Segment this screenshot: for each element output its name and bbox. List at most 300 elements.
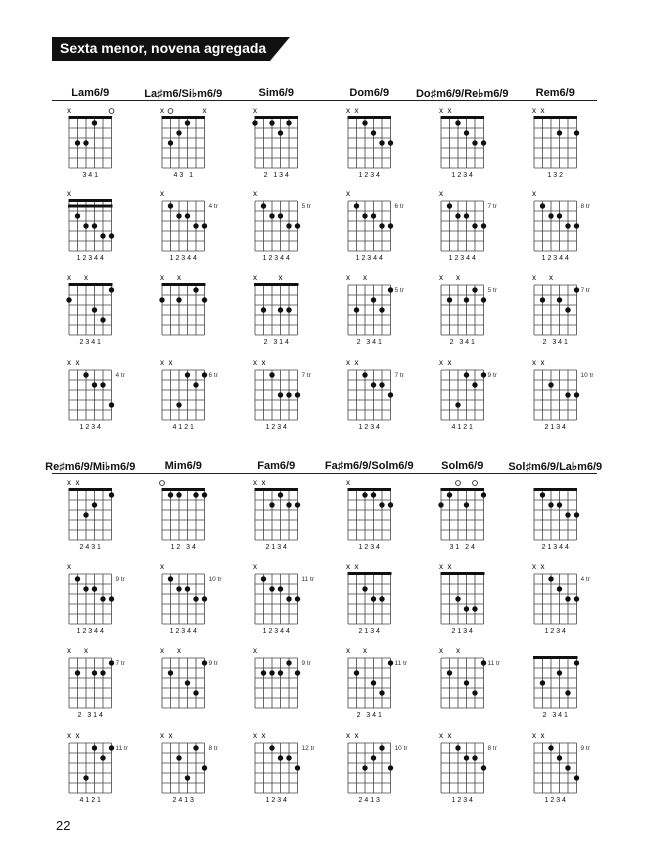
fingering-label: 1 2 3 4 4: [169, 628, 197, 635]
chord-diagram: [532, 189, 591, 262]
fret-position-label: 11 tr: [394, 660, 408, 667]
muted-string-mark: x: [532, 189, 536, 198]
finger-dot: [295, 223, 300, 228]
finger-dot: [447, 670, 452, 675]
finger-dot: [447, 492, 452, 497]
fret-position-label: 8 tr: [208, 745, 218, 752]
chord-diagram: [160, 731, 219, 804]
finger-dot: [557, 130, 562, 135]
fret-position-label: 11 tr: [487, 660, 501, 667]
finger-dot: [388, 287, 393, 292]
finger-dot: [269, 745, 274, 750]
fingering-label: 1 2 3 4: [358, 172, 380, 179]
nut: [162, 488, 206, 491]
chord-diagram: [533, 656, 579, 719]
muted-string-mark: x: [346, 562, 350, 571]
finger-dot: [109, 596, 114, 601]
muted-string-mark: x: [177, 646, 181, 655]
muted-string-mark: x: [456, 273, 460, 282]
chord-diagram: [532, 273, 591, 346]
finger-dot: [185, 586, 190, 591]
finger-dot: [455, 120, 460, 125]
finger-dot: [574, 596, 579, 601]
muted-string-mark: x: [67, 273, 71, 282]
fret-position-label: 11 tr: [301, 576, 315, 583]
finger-dot: [388, 502, 393, 507]
chord-name: La♯m6/Si♭m6/9: [144, 88, 223, 100]
nut: [348, 488, 392, 491]
chord-diagram: [67, 731, 129, 804]
muted-string-mark: x: [354, 358, 359, 367]
chord-diagram: [439, 731, 498, 804]
finger-dot: [565, 512, 570, 517]
fret-position-label: 9 tr: [208, 660, 218, 667]
muted-string-mark: x: [439, 646, 443, 655]
chord-name: Mim6/9: [164, 460, 202, 472]
fingering-label: 1 2 3 4 4: [448, 255, 476, 262]
barre: [364, 572, 392, 575]
fret-position-label: 9 tr: [115, 576, 125, 583]
finger-dot: [362, 492, 367, 497]
finger-dot: [75, 140, 80, 145]
open-string-mark: [109, 109, 114, 114]
finger-dot: [176, 213, 181, 218]
finger-dot: [75, 213, 80, 218]
finger-dot: [83, 372, 88, 377]
fret-position-label: 7 tr: [394, 372, 404, 379]
muted-string-mark: x: [67, 358, 71, 367]
muted-string-mark: x: [75, 478, 80, 487]
finger-dot: [574, 392, 579, 397]
fingering-label: 4 1 2 1: [172, 424, 194, 431]
fret-position-label: 4 tr: [208, 203, 218, 210]
muted-string-mark: x: [67, 562, 71, 571]
fret-position-label: 9 tr: [487, 372, 497, 379]
finger-dot: [447, 203, 452, 208]
fingering-label: 3 4 1: [82, 172, 99, 179]
fingering-label: 2 1 3 4 4: [541, 544, 569, 551]
finger-dot: [438, 502, 443, 507]
fingering-label: 1 2 3 4: [265, 424, 287, 431]
finger-dot: [261, 203, 266, 208]
finger-dot: [109, 287, 114, 292]
fret-position-label: 7 tr: [115, 660, 125, 667]
muted-string-mark: x: [346, 731, 350, 740]
open-string-mark: [473, 481, 478, 486]
muted-string-mark: x: [346, 478, 350, 487]
chord-diagram: [346, 562, 392, 635]
finger-dot: [481, 140, 486, 145]
finger-dot: [574, 287, 579, 292]
finger-dot: [548, 502, 553, 507]
finger-dot: [109, 660, 114, 665]
finger-dot: [109, 492, 114, 497]
barre: [68, 205, 113, 208]
fingering-label: 1 2 3 4: [358, 544, 380, 551]
finger-dot: [388, 765, 393, 770]
fingering-label: 3 1 2 4: [449, 544, 475, 551]
finger-dot: [202, 297, 207, 302]
finger-dot: [66, 297, 71, 302]
barre: [254, 283, 299, 286]
finger-dot: [540, 203, 545, 208]
finger-dot: [481, 223, 486, 228]
finger-dot: [379, 223, 384, 228]
finger-dot: [261, 307, 266, 312]
finger-dot: [185, 120, 190, 125]
fingering-label: 1 2 3 4 4: [262, 628, 290, 635]
finger-dot: [168, 576, 173, 581]
finger-dot: [481, 765, 486, 770]
muted-string-mark: x: [253, 189, 257, 198]
muted-string-mark: x: [532, 358, 536, 367]
muted-string-mark: x: [160, 273, 164, 282]
chord-diagram: [160, 358, 219, 431]
finger-dot: [100, 755, 105, 760]
fret-position-label: 8 tr: [580, 203, 590, 210]
muted-string-mark: x: [346, 358, 350, 367]
page-title: Sexta menor, novena agregada: [60, 40, 267, 56]
barre: [457, 572, 485, 575]
barre: [533, 656, 578, 659]
muted-string-mark: x: [439, 189, 443, 198]
chord-diagram: [439, 189, 498, 262]
fingering-label: 1 2 3 4: [358, 424, 380, 431]
finger-dot: [100, 317, 105, 322]
finger-dot: [371, 297, 376, 302]
fingering-label: 1 2 3 4: [265, 797, 287, 804]
fingering-label: 2 3 4 1: [356, 712, 382, 719]
finger-dot: [286, 392, 291, 397]
muted-string-mark: x: [168, 358, 173, 367]
muted-string-mark: x: [456, 646, 460, 655]
finger-dot: [540, 492, 545, 497]
finger-dot: [261, 670, 266, 675]
finger-dot: [464, 680, 469, 685]
muted-string-mark: x: [261, 358, 266, 367]
finger-dot: [455, 213, 460, 218]
muted-string-mark: x: [549, 273, 553, 282]
nut: [69, 116, 113, 119]
finger-dot: [362, 213, 367, 218]
finger-dot: [252, 120, 257, 125]
fingering-label: 1 2 3 4 4: [355, 255, 383, 262]
finger-dot: [481, 660, 486, 665]
finger-dot: [295, 670, 300, 675]
finger-dot: [295, 502, 300, 507]
finger-dot: [92, 745, 97, 750]
finger-dot: [455, 745, 460, 750]
fingering-label: 1 2 3 4 4: [541, 255, 569, 262]
finger-dot: [92, 307, 97, 312]
finger-dot: [481, 492, 486, 497]
fingering-label: 1 2 3 4 4: [76, 255, 104, 262]
nut: [255, 116, 299, 119]
chord-diagram: [439, 106, 486, 179]
nut: [69, 488, 113, 491]
finger-dot: [75, 670, 80, 675]
nut: [255, 488, 299, 491]
finger-dot: [202, 596, 207, 601]
chord-diagram: [67, 646, 126, 719]
fingering-label: 1 2 3 4: [544, 628, 566, 635]
finger-dot: [286, 223, 291, 228]
muted-string-mark: x: [253, 562, 257, 571]
finger-dot: [371, 213, 376, 218]
chord-diagram: [159, 273, 207, 335]
fret-position-label: 10 tr: [208, 576, 222, 583]
chord-diagram: [534, 488, 580, 551]
finger-dot: [455, 402, 460, 407]
chord-name: Dom6/9: [349, 87, 390, 99]
finger-dot: [286, 120, 291, 125]
finger-dot: [481, 297, 486, 302]
fingering-label: 1 3 2: [547, 172, 564, 179]
muted-string-mark: x: [261, 731, 266, 740]
finger-dot: [574, 660, 579, 665]
finger-dot: [202, 765, 207, 770]
finger-dot: [278, 307, 283, 312]
fingering-label: 1 2 3 4: [79, 424, 101, 431]
barre: [85, 283, 113, 286]
chord-diagram: [439, 562, 485, 635]
muted-string-mark: x: [532, 731, 536, 740]
chord-diagram: [253, 273, 299, 346]
finger-dot: [574, 223, 579, 228]
muted-string-mark: x: [354, 106, 359, 115]
finger-dot: [371, 130, 376, 135]
fret-position-label: 9 tr: [580, 745, 590, 752]
muted-string-mark: x: [67, 478, 71, 487]
finger-dot: [286, 596, 291, 601]
finger-dot: [92, 120, 97, 125]
fingering-label: 1 2 3 4: [451, 797, 473, 804]
fingering-label: 4 1 2 1: [451, 424, 473, 431]
muted-string-mark: x: [447, 731, 452, 740]
fingering-label: 2 1 3 4: [265, 544, 287, 551]
fingering-label: 1 2 3 4 4: [169, 255, 197, 262]
muted-string-mark: x: [532, 106, 536, 115]
finger-dot: [548, 382, 553, 387]
finger-dot: [176, 130, 181, 135]
finger-dot: [557, 502, 562, 507]
finger-dot: [472, 690, 477, 695]
finger-dot: [565, 223, 570, 228]
muted-string-mark: x: [160, 106, 164, 115]
finger-dot: [168, 670, 173, 675]
finger-dot: [472, 606, 477, 611]
fingering-label: 1 2 3 4: [451, 172, 473, 179]
muted-string-mark: x: [439, 562, 443, 571]
fingering-label: 2 3 4 1: [79, 339, 101, 346]
chord-diagram: [253, 189, 312, 262]
finger-dot: [278, 392, 283, 397]
finger-dot: [193, 690, 198, 695]
finger-dot: [278, 586, 283, 591]
nut: [69, 199, 113, 202]
muted-string-mark: x: [202, 106, 207, 115]
finger-dot: [388, 223, 393, 228]
chord-diagram: [160, 646, 219, 708]
finger-dot: [464, 372, 469, 377]
open-string-mark: [160, 481, 165, 486]
finger-dot: [278, 130, 283, 135]
finger-dot: [464, 755, 469, 760]
finger-dot: [83, 140, 88, 145]
finger-dot: [447, 297, 452, 302]
finger-dot: [481, 372, 486, 377]
fret-position-label: 4 tr: [115, 372, 125, 379]
finger-dot: [100, 596, 105, 601]
chord-diagram: [160, 189, 219, 262]
finger-dot: [540, 297, 545, 302]
finger-dot: [388, 392, 393, 397]
finger-dot: [83, 775, 88, 780]
finger-dot: [185, 775, 190, 780]
muted-string-mark: x: [160, 358, 164, 367]
chord-diagram: [67, 562, 126, 635]
chord-diagram: [346, 358, 405, 431]
finger-dot: [176, 297, 181, 302]
finger-dot: [455, 596, 460, 601]
muted-string-mark: x: [540, 358, 545, 367]
finger-dot: [278, 213, 283, 218]
chord-diagram: [439, 646, 501, 708]
finger-dot: [269, 372, 274, 377]
chord-diagram: [438, 481, 486, 551]
finger-dot: [185, 372, 190, 377]
muted-string-mark: x: [253, 106, 257, 115]
finger-dot: [472, 382, 477, 387]
muted-string-mark: x: [439, 731, 443, 740]
finger-dot: [464, 130, 469, 135]
finger-dot: [202, 372, 207, 377]
finger-dot: [362, 765, 367, 770]
finger-dot: [464, 502, 469, 507]
chord-name: Solm6/9: [441, 460, 484, 472]
chord-diagram: [160, 481, 208, 551]
fingering-label: 1 2 3 4 4: [76, 628, 104, 635]
finger-dot: [565, 765, 570, 770]
finger-dot: [379, 382, 384, 387]
finger-dot: [379, 307, 384, 312]
barre: [178, 283, 206, 286]
muted-string-mark: x: [160, 562, 164, 571]
chord-name: Sol♯m6/9/La♭m6/9: [508, 461, 603, 473]
finger-dot: [295, 765, 300, 770]
muted-string-mark: x: [160, 189, 164, 198]
finger-dot: [83, 586, 88, 591]
chord-diagram: [253, 731, 315, 804]
chord-diagram: [160, 562, 222, 635]
open-string-mark: [168, 109, 173, 114]
fret-position-label: 5 tr: [394, 287, 404, 294]
finger-dot: [75, 576, 80, 581]
muted-string-mark: x: [532, 562, 536, 571]
nut: [348, 116, 392, 119]
finger-dot: [185, 680, 190, 685]
muted-string-mark: x: [75, 358, 80, 367]
finger-dot: [185, 213, 190, 218]
chord-name: Re♯m6/9/Mi♭m6/9: [45, 461, 136, 473]
finger-dot: [472, 287, 477, 292]
finger-dot: [548, 576, 553, 581]
finger-dot: [193, 596, 198, 601]
fret-position-label: 4 tr: [580, 576, 590, 583]
nut: [162, 116, 206, 119]
finger-dot: [295, 596, 300, 601]
finger-dot: [100, 233, 105, 238]
finger-dot: [193, 223, 198, 228]
finger-dot: [354, 307, 359, 312]
finger-dot: [168, 492, 173, 497]
fingering-label: 2 1 3 4: [451, 628, 473, 635]
chord-diagram: [439, 273, 498, 346]
chord-name: Do♯m6/9/Re♭m6/9: [415, 88, 509, 100]
finger-dot: [354, 203, 359, 208]
chord-diagram: [67, 358, 126, 431]
nut: [441, 488, 485, 491]
finger-dot: [557, 213, 562, 218]
finger-dot: [278, 670, 283, 675]
finger-dot: [557, 297, 562, 302]
chord-diagram: [439, 358, 498, 431]
fingering-label: 2 3 4 1: [542, 712, 568, 719]
finger-dot: [379, 596, 384, 601]
chord-diagram: [346, 106, 393, 179]
fingering-label: 2 4 1 3: [172, 797, 194, 804]
finger-dot: [574, 775, 579, 780]
muted-string-mark: x: [447, 106, 452, 115]
chord-name: Fam6/9: [257, 460, 296, 472]
finger-dot: [574, 512, 579, 517]
chord-diagram: [253, 358, 312, 431]
muted-string-mark: x: [532, 273, 536, 282]
nut: [534, 488, 578, 491]
chord-name: Lam6/9: [71, 87, 110, 99]
finger-dot: [557, 670, 562, 675]
fingering-label: 1 2 3 4 4: [262, 255, 290, 262]
finger-dot: [354, 670, 359, 675]
muted-string-mark: x: [540, 731, 545, 740]
muted-string-mark: x: [67, 731, 71, 740]
fret-position-label: 8 tr: [487, 745, 497, 752]
finger-dot: [464, 606, 469, 611]
finger-dot: [379, 690, 384, 695]
finger-dot: [269, 213, 274, 218]
finger-dot: [278, 755, 283, 760]
muted-string-mark: x: [278, 273, 283, 282]
finger-dot: [379, 745, 384, 750]
finger-dot: [193, 492, 198, 497]
finger-dot: [269, 586, 274, 591]
finger-dot: [92, 670, 97, 675]
muted-string-mark: x: [160, 731, 164, 740]
finger-dot: [176, 402, 181, 407]
finger-dot: [100, 670, 105, 675]
page-number: 22: [56, 818, 71, 833]
chord-diagram: [532, 731, 591, 804]
finger-dot: [371, 596, 376, 601]
finger-dot: [574, 130, 579, 135]
chord-diagram: [253, 478, 300, 551]
chord-diagram: [346, 646, 408, 719]
fingering-label: 4 1 2 1: [79, 797, 101, 804]
fret-position-label: 7 tr: [580, 287, 590, 294]
muted-string-mark: x: [363, 273, 367, 282]
chord-diagram: [160, 106, 207, 179]
chord-diagram: [346, 273, 405, 346]
